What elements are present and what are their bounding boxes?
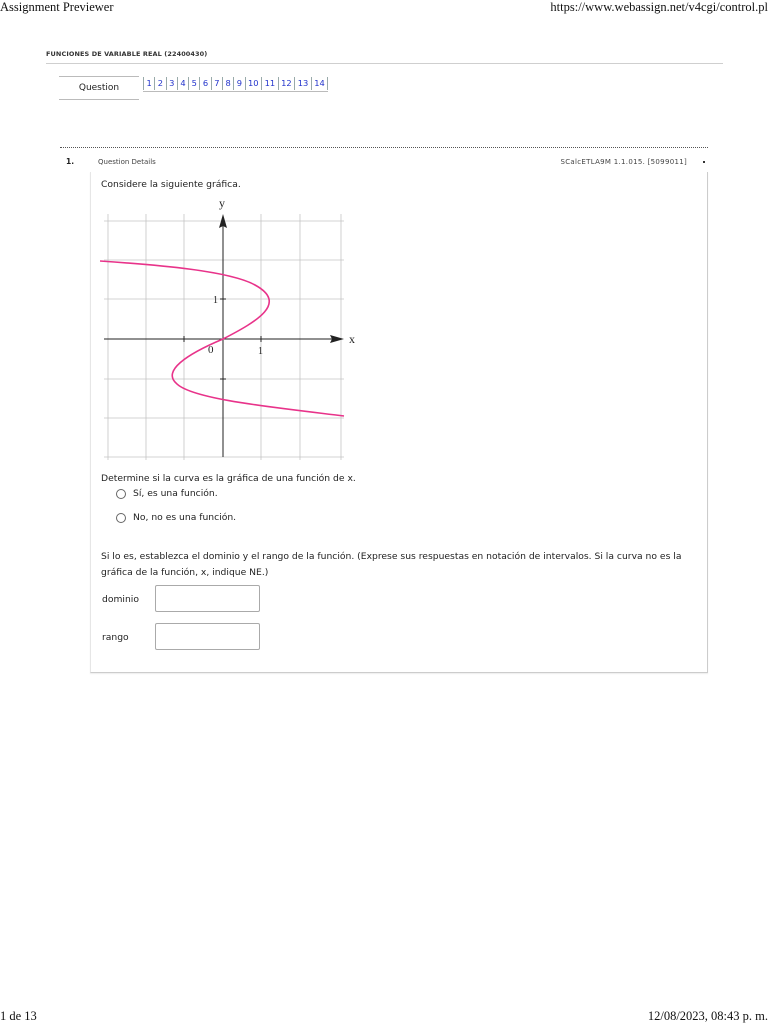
question-link-4[interactable]: 4 bbox=[177, 77, 188, 90]
course-title: FUNCIONES DE VARIABLE REAL (22400430) bbox=[46, 50, 208, 58]
question-link-7[interactable]: 7 bbox=[211, 77, 222, 90]
range-input[interactable] bbox=[155, 623, 260, 650]
question-link-10[interactable]: 10 bbox=[245, 77, 262, 90]
question-link-3[interactable]: 3 bbox=[166, 77, 177, 90]
domain-range-prompt: Si lo es, establezca el dominio y el rango de la función. (Exprese sus respuestas en notación de intervalos. Si la curva no es la gráfica de la función, x, indique NE.) bbox=[101, 551, 682, 578]
question-link-6[interactable]: 6 bbox=[199, 77, 210, 90]
y-axis-label: y bbox=[219, 196, 225, 210]
x-tick-label: 1 bbox=[258, 346, 263, 357]
section-divider bbox=[60, 147, 708, 148]
radio-button-icon[interactable] bbox=[116, 489, 126, 499]
function-prompt: Determine si la curva es la gráfica de una función de x. bbox=[101, 473, 356, 484]
origin-label: 0 bbox=[208, 344, 214, 356]
question-link-2[interactable]: 2 bbox=[154, 77, 165, 90]
question-number: 1. bbox=[66, 157, 75, 166]
question-link-11[interactable]: 11 bbox=[261, 77, 278, 90]
domain-input[interactable] bbox=[155, 585, 260, 612]
graph-grid bbox=[104, 214, 344, 460]
question-link-14[interactable]: 14 bbox=[311, 77, 329, 90]
print-header-url: https://www.webassign.net/v4cgi/control.pl bbox=[550, 0, 768, 14]
question-link-1[interactable]: 1 bbox=[143, 77, 154, 90]
print-footer-page: 1 de 13 bbox=[0, 1009, 37, 1023]
option-label: No, no es una función. bbox=[133, 512, 237, 523]
question-link-12[interactable]: 12 bbox=[278, 77, 295, 90]
y-tick-label: 1 bbox=[213, 295, 218, 306]
x-axis-label: x bbox=[349, 332, 355, 346]
divider bbox=[46, 63, 723, 64]
question-link-8[interactable]: 8 bbox=[222, 77, 233, 90]
question-link-5[interactable]: 5 bbox=[188, 77, 199, 90]
question-nav bbox=[143, 77, 328, 92]
option-label: Sí, es una función. bbox=[133, 488, 218, 499]
question-link-13[interactable]: 13 bbox=[294, 77, 311, 90]
question-source: SCalcETLA9M 1.1.015. [5099011] bbox=[560, 158, 687, 166]
x-axis-arrow-icon bbox=[330, 335, 344, 343]
question-link-9[interactable]: 9 bbox=[233, 77, 244, 90]
range-label: rango bbox=[102, 632, 129, 643]
function-graph bbox=[100, 195, 370, 465]
menu-dot-icon[interactable] bbox=[703, 161, 705, 163]
option-not-function[interactable] bbox=[116, 512, 236, 523]
radio-button-icon[interactable] bbox=[116, 513, 126, 523]
domain-label: dominio bbox=[102, 594, 139, 605]
print-footer-timestamp: 12/08/2023, 08:43 p. m. bbox=[647, 1009, 768, 1023]
question-intro: Considere la siguiente gráfica. bbox=[101, 179, 241, 190]
question-details-label: Question Details bbox=[98, 158, 156, 166]
print-header-title: Assignment Previewer bbox=[0, 0, 114, 14]
option-is-function[interactable] bbox=[116, 488, 218, 499]
question-nav-label: Question bbox=[59, 76, 139, 100]
